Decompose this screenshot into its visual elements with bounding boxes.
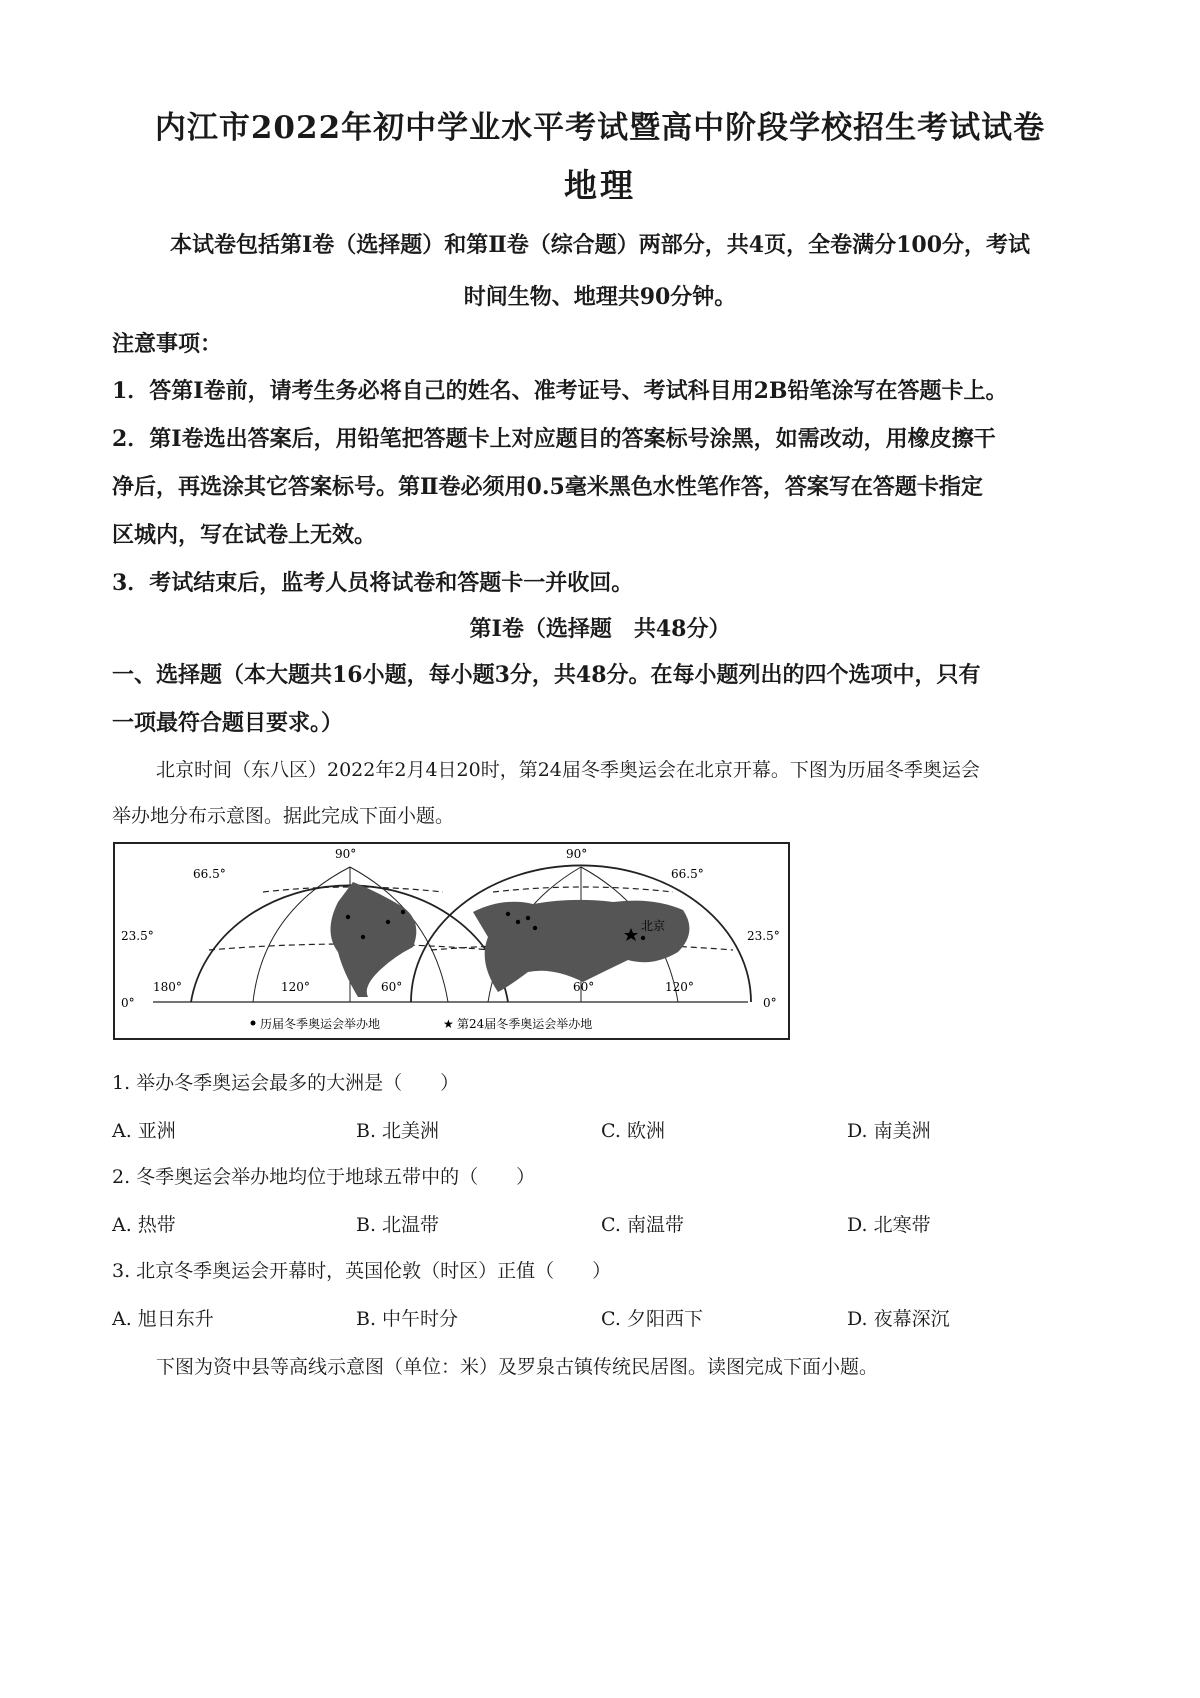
host-city-dot	[401, 910, 405, 914]
question-2-stem: 2. 冬季奥运会举办地均位于地球五带中的（ ）	[112, 1166, 536, 1188]
intro-line-2: 时间生物、地理共90分钟。	[463, 284, 737, 310]
host-city-dot	[346, 915, 350, 919]
question-2-option-b: B. 北温带	[356, 1214, 440, 1236]
lon-label-60-right: 60°	[573, 980, 595, 994]
question-1-option-a: A. 亚洲	[112, 1120, 176, 1142]
question-2-option-a: A. 热带	[112, 1214, 176, 1236]
lon-label-60-left: 60°	[381, 980, 403, 994]
note-2-line-2: 净后，再选涂其它答案标号。第Ⅱ卷必须用0.5毫米黑色水性笔作答，答案写在答题卡指定	[112, 474, 983, 500]
legend-dot-icon	[251, 1021, 256, 1026]
question-3-option-c: C. 夕阳西下	[601, 1308, 703, 1330]
lon-label-180: 180°	[153, 980, 182, 994]
question-3-option-a: A. 旭日东升	[112, 1308, 214, 1330]
note-2-line-3: 区城内，写在试卷上无效。	[112, 522, 377, 548]
exam-title: 内江市2022年初中学业水平考试暨高中阶段学校招生考试试卷	[154, 110, 1046, 146]
host-city-dot	[641, 936, 645, 940]
lat-label-0-right: 0°	[763, 996, 777, 1010]
question-1-option-b: B. 北美洲	[356, 1120, 440, 1142]
note-3: 3．考试结束后，监考人员将试卷和答题卡一并收回。	[112, 570, 634, 596]
question-1-option-d: D. 南美洲	[847, 1120, 931, 1142]
question-2-option-c: C. 南温带	[601, 1214, 684, 1236]
lon-label-120-right: 120°	[665, 980, 694, 994]
lat-label-90-right: 90°	[566, 847, 588, 861]
lat-label-90-left: 90°	[335, 847, 357, 861]
lat-label-0-left: 0°	[121, 996, 135, 1010]
host-city-dot	[516, 920, 520, 924]
passage-1-line-1: 北京时间（东八区）2022年2月4日20时，第24届冬季奥运会在北京开幕。下图为历届冬季奥运会	[156, 759, 980, 781]
note-1: 1．答第Ⅰ卷前，请考生务必将自己的姓名、准考证号、考试科目用2B铅笔涂写在答题卡上。	[112, 378, 1008, 404]
intro-line-1: 本试卷包括第Ⅰ卷（选择题）和第Ⅱ卷（综合题）两部分，共4页，全卷满分100分，考试	[169, 232, 1031, 258]
winter-olympics-map	[113, 842, 790, 1040]
host-city-dot	[506, 912, 510, 916]
lat-label-66-left: 66.5°	[193, 867, 226, 881]
question-1-stem: 1. 举办冬季奥运会最多的大洲是（ ）	[112, 1072, 460, 1094]
section-instruction-2: 一项最符合题目要求。）	[112, 710, 344, 736]
legend-dot-label: 历届冬季奥运会举办地	[260, 1017, 381, 1031]
passage-1-line-2: 举办地分布示意图。据此完成下面小题。	[112, 805, 455, 827]
lon-label-120-left: 120°	[281, 980, 310, 994]
question-3-option-b: B. 中午时分	[356, 1308, 459, 1330]
notes-heading: 注意事项：	[112, 331, 223, 357]
host-city-dot	[361, 935, 365, 939]
host-city-dot	[533, 926, 537, 930]
host-city-dot	[386, 920, 390, 924]
lat-label-23-left: 23.5°	[121, 929, 154, 943]
question-2-option-d: D. 北寒带	[847, 1214, 931, 1236]
subject-title: 地理	[564, 166, 636, 205]
legend-star-icon: ★	[443, 1017, 454, 1031]
question-3-stem: 3. 北京冬季奥运会开幕时，英国伦敦（时区）正值（ ）	[112, 1260, 612, 1282]
beijing-label: 北京	[641, 919, 666, 933]
legend-star-label: 第24届冬季奥运会举办地	[457, 1017, 593, 1031]
section-title: 第Ⅰ卷（选择题 共48分）	[469, 616, 731, 642]
question-3-option-d: D. 夜幕深沉	[847, 1308, 950, 1330]
lat-label-23-right: 23.5°	[747, 929, 780, 943]
section-instruction-1: 一、选择题（本大题共16小题，每小题3分，共48分。在每小题列出的四个选项中，只有	[112, 662, 981, 688]
lat-label-66-right: 66.5°	[671, 867, 704, 881]
question-1-option-c: C. 欧洲	[601, 1120, 665, 1142]
note-2-line-1: 2．第Ⅰ卷选出答案后，用铅笔把答题卡上对应题目的答案标号涂黑，如需改动，用橡皮擦干	[112, 426, 996, 452]
passage-2: 下图为资中县等高线示意图（单位：米）及罗泉古镇传统民居图。读图完成下面小题。	[156, 1356, 879, 1378]
host-city-dot	[526, 916, 530, 920]
